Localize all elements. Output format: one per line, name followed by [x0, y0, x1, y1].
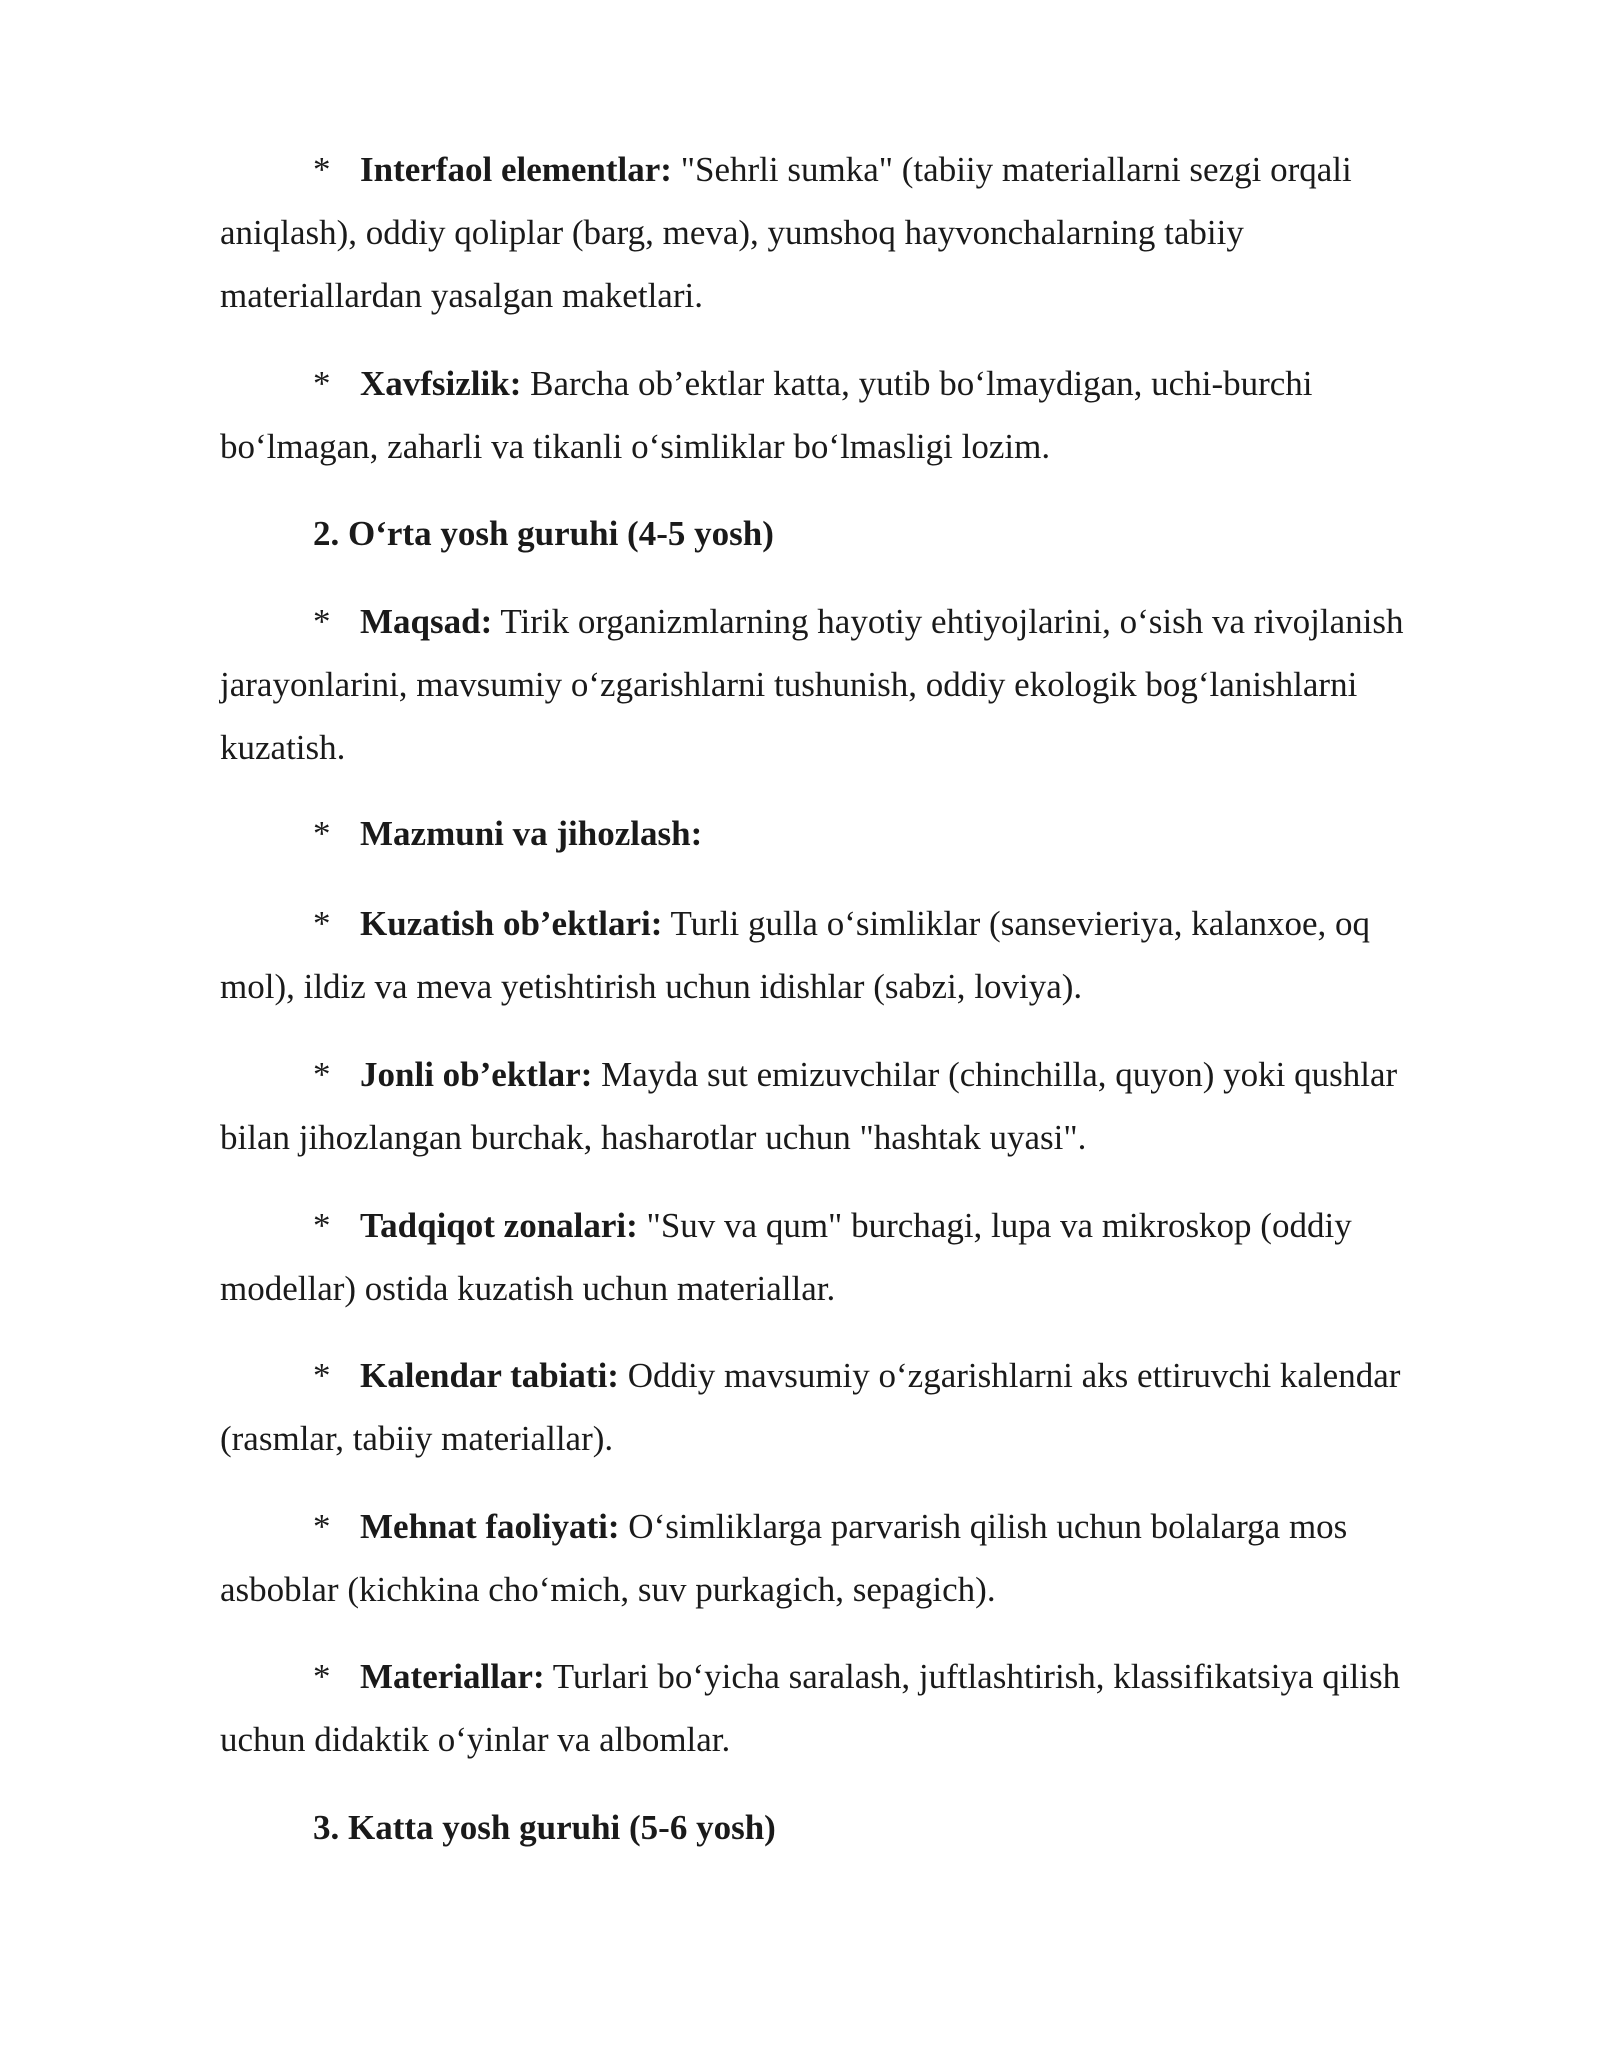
list-item-materiallar	[220, 1645, 1450, 1771]
item-label: Tadqiqot zonalari:	[360, 1206, 638, 1245]
item-text: Mayda sut emizuvchilar (chinchilla, quyon) yoki qushlar bilan jihozlangan burchak, hasharotlar uchun "hashtak uyasi".	[220, 1055, 1398, 1157]
bullet-marker: *	[313, 1507, 331, 1546]
list-item-mazmuni	[220, 802, 1450, 865]
item-label: Maqsad:	[360, 602, 493, 641]
item-label: Xavfsizlik:	[360, 364, 522, 403]
bullet-marker: *	[313, 1657, 331, 1696]
bullet-marker: *	[313, 602, 331, 641]
list-item-jonli	[220, 1043, 1450, 1169]
list-item-tadqiqot	[220, 1194, 1450, 1320]
item-text: Barcha ob’ektlar katta, yutib bo‘lmaydigan, uchi-burchi bo‘lmagan, zaharli va tikanli o‘simliklar bo‘lmasligi lozim.	[220, 364, 1313, 466]
item-label: Jonli ob’ektlar:	[360, 1055, 593, 1094]
bullet-marker: *	[313, 150, 331, 189]
bullet-marker: *	[313, 814, 331, 853]
bullet-marker: *	[313, 1356, 331, 1395]
item-text: "Suv va qum" burchagi, lupa va mikroskop (oddiy modellar) ostida kuzatish uchun materiallar.	[220, 1206, 1352, 1308]
list-item-mehnat	[220, 1495, 1450, 1621]
bullet-marker: *	[313, 904, 331, 943]
item-text: Tirik organizmlarning hayotiy ehtiyojlarini, o‘sish va rivojlanish jarayonlarini, mavsumiy o‘zgarishlarni tushunish, oddiy ekologik bog‘lanishlarni kuzatish.	[220, 602, 1404, 767]
bullet-marker: *	[313, 364, 331, 403]
section-heading-2: 2. O‘rta yosh guruhi (4-5 yosh)	[313, 514, 774, 553]
item-text: "Sehrli sumka" (tabiiy materiallarni sezgi orqali aniqlash), oddiy qoliplar (barg, meva), yumshoq hayvonchalarning tabiiy materiallardan yasalgan maketlari.	[220, 150, 1352, 315]
item-text: O‘simliklarga parvarish qilish uchun bolalarga mos asboblar (kichkina cho‘mich, suv purkagich, sepagich).	[220, 1507, 1348, 1609]
list-item-maqsad	[220, 590, 1450, 779]
bullet-marker: *	[313, 1055, 331, 1094]
item-text: Turli gulla o‘simliklar (sansevieriya, kalanxoe, oq mol), ildiz va meva yetishtirish uchun idishlar (sabzi, loviya).	[220, 904, 1371, 1006]
item-label: Kalendar tabiati:	[360, 1356, 619, 1395]
item-label: Mazmuni va jihozlash:	[360, 814, 703, 853]
list-item-kuzatish	[220, 892, 1450, 1018]
bullet-marker: *	[313, 1206, 331, 1245]
item-text: Turlari bo‘yicha saralash, juftlashtirish, klassifikatsiya qilish uchun didaktik o‘yinlar va albomlar.	[220, 1657, 1401, 1759]
section-heading-3: 3. Katta yosh guruhi (5-6 yosh)	[313, 1808, 776, 1847]
item-label: Interfaol elementlar:	[360, 150, 672, 189]
item-label: Mehnat faoliyati:	[360, 1507, 620, 1546]
list-item-kalendar	[220, 1344, 1450, 1470]
list-item-xavfsizlik	[220, 352, 1450, 478]
item-text: Oddiy mavsumiy o‘zgarishlarni aks ettiruvchi kalendar (rasmlar, tabiiy materiallar).	[220, 1356, 1401, 1458]
item-label: Kuzatish ob’ektlari:	[360, 904, 663, 943]
list-item-interfaol	[220, 138, 1450, 327]
item-label: Materiallar:	[360, 1657, 545, 1696]
